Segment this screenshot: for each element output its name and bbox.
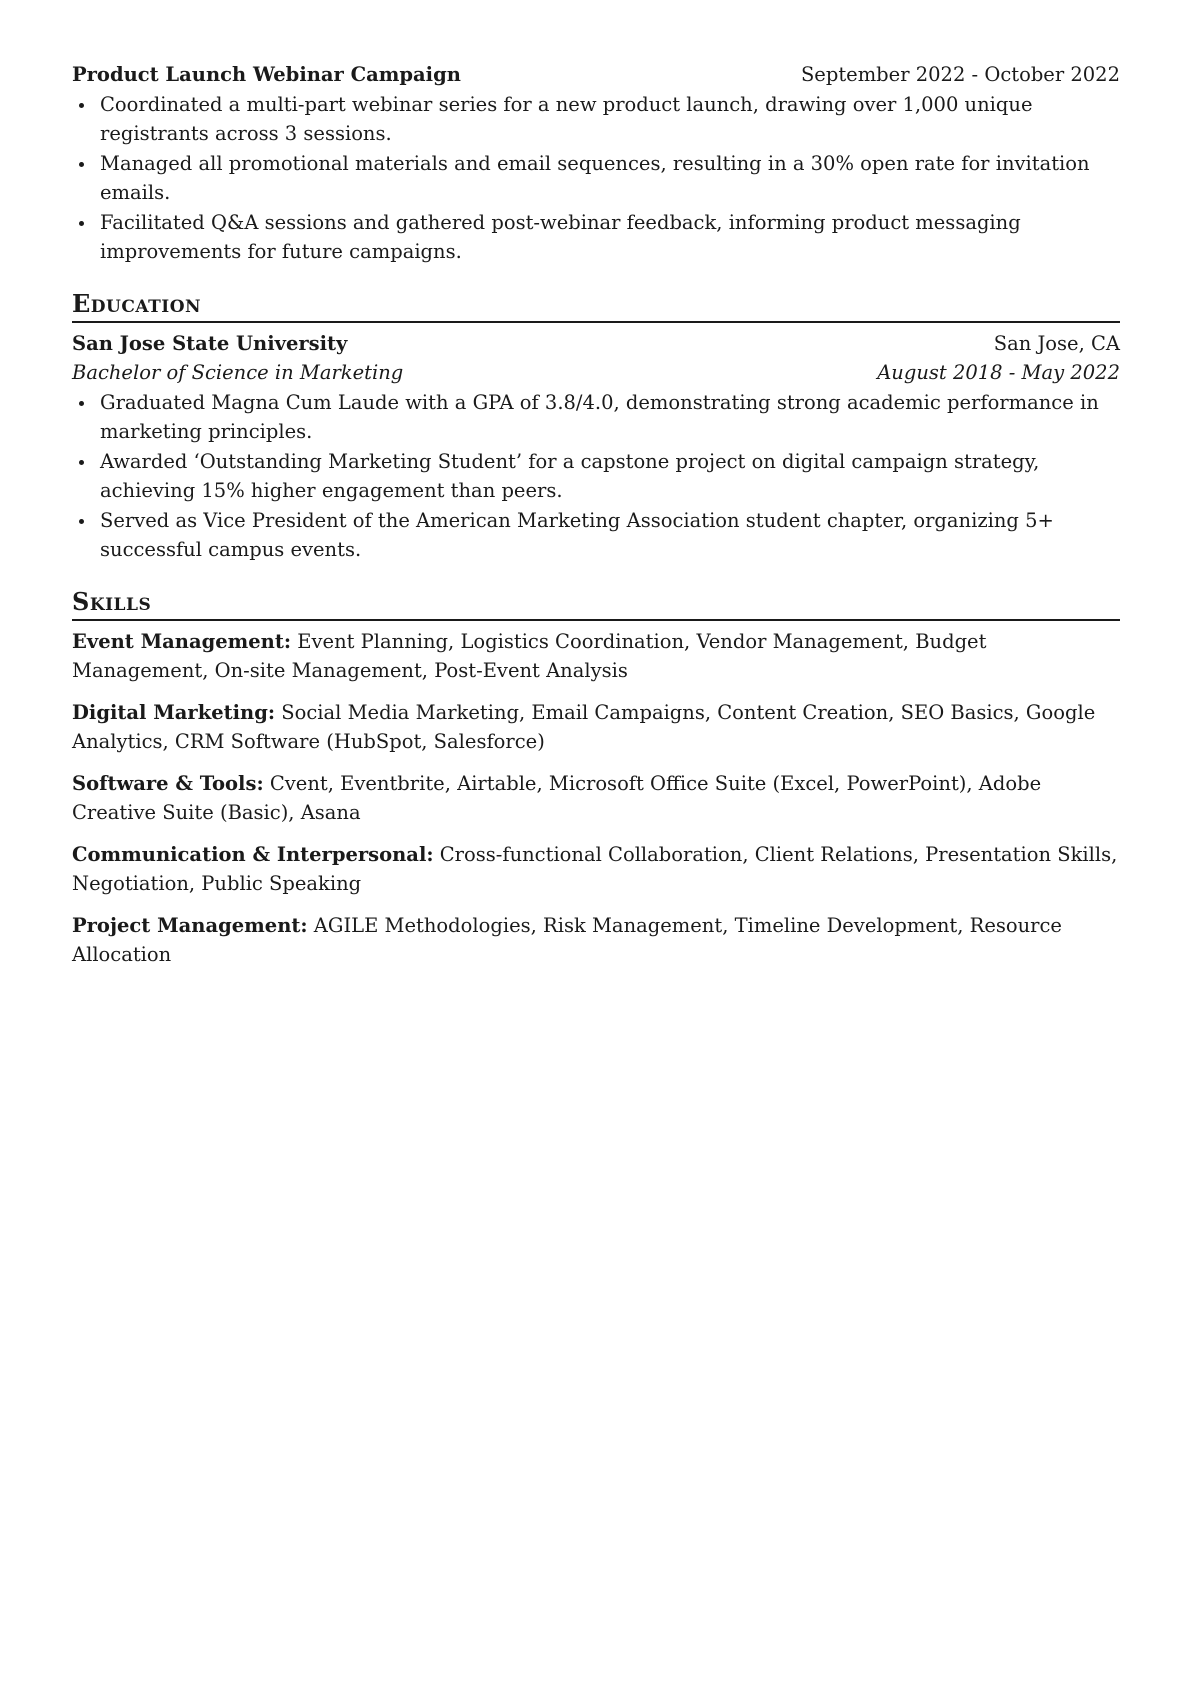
resume-page	[72, 60, 1120, 982]
skill-value: Event Planning, Logistics Coordination, Vendor Management, Budget Management, On-site Management, Post-Event Analysis	[72, 629, 987, 682]
project-title: Product Launch Webinar Campaign	[72, 63, 461, 86]
skill-value: Cvent, Eventbrite, Airtable, Microsoft Office Suite (Excel, PowerPoint), Adobe Creative Suite (Basic), Asana	[72, 771, 1042, 824]
project-entry	[72, 60, 1120, 267]
skills-section	[72, 627, 1120, 970]
project-dates: September 2022 - October 2022	[800, 63, 1120, 86]
education-heading: Education	[72, 289, 1120, 323]
skills-heading: Skills	[72, 587, 1120, 621]
education-dates: August 2018 - May 2022	[877, 361, 1120, 384]
skill-label: Project Management:	[72, 913, 308, 937]
skill-value: AGILE Methodologies, Risk Management, Timeline Development, Resource Allocation	[72, 913, 1062, 966]
skill-communication	[72, 840, 1120, 899]
list-item: Graduated Magna Cum Laude with a GPA of 3.8/4.0, demonstrating strong academic performance in marketing principles.	[72, 388, 1120, 447]
degree: Bachelor of Science in Marketing	[72, 361, 404, 384]
skill-project-management	[72, 911, 1120, 970]
skill-label: Digital Marketing:	[72, 700, 276, 724]
education-bullets	[72, 388, 1120, 565]
degree-row	[72, 358, 1120, 388]
skill-label: Communication & Interpersonal:	[72, 842, 434, 866]
list-item: Awarded ‘Outstanding Marketing Student’ for a capstone project on digital campaign strategy, achieving 15% higher engagement than peers.	[72, 447, 1120, 506]
list-item: Managed all promotional materials and email sequences, resulting in a 30% open rate for invitation emails.	[72, 149, 1120, 208]
skill-value: Social Media Marketing, Email Campaigns, Content Creation, SEO Basics, Google Analytics, CRM Software (HubSpot, Salesforce)	[72, 700, 1096, 753]
project-header	[72, 60, 1120, 90]
school-name: San Jose State University	[72, 331, 348, 355]
school-location: San Jose, CA	[993, 331, 1120, 355]
skill-value: Cross-functional Collaboration, Client Relations, Presentation Skills, Negotiation, Public Speaking	[72, 842, 1118, 895]
skill-digital-marketing	[72, 698, 1120, 757]
education-section	[72, 329, 1120, 565]
school-row	[72, 329, 1120, 359]
skill-label: Software & Tools:	[72, 771, 264, 795]
list-item: Facilitated Q&A sessions and gathered post-webinar feedback, informing product messaging improvements for future campaigns.	[72, 208, 1120, 267]
list-item: Coordinated a multi-part webinar series for a new product launch, drawing over 1,000 unique registrants across 3 sessions.	[72, 90, 1120, 149]
list-item: Served as Vice President of the American Marketing Association student chapter, organizing 5+ successful campus events.	[72, 506, 1120, 565]
skill-software-tools	[72, 769, 1120, 828]
skill-event-management	[72, 627, 1120, 686]
skill-label: Event Management:	[72, 629, 292, 653]
project-bullets	[72, 90, 1120, 267]
